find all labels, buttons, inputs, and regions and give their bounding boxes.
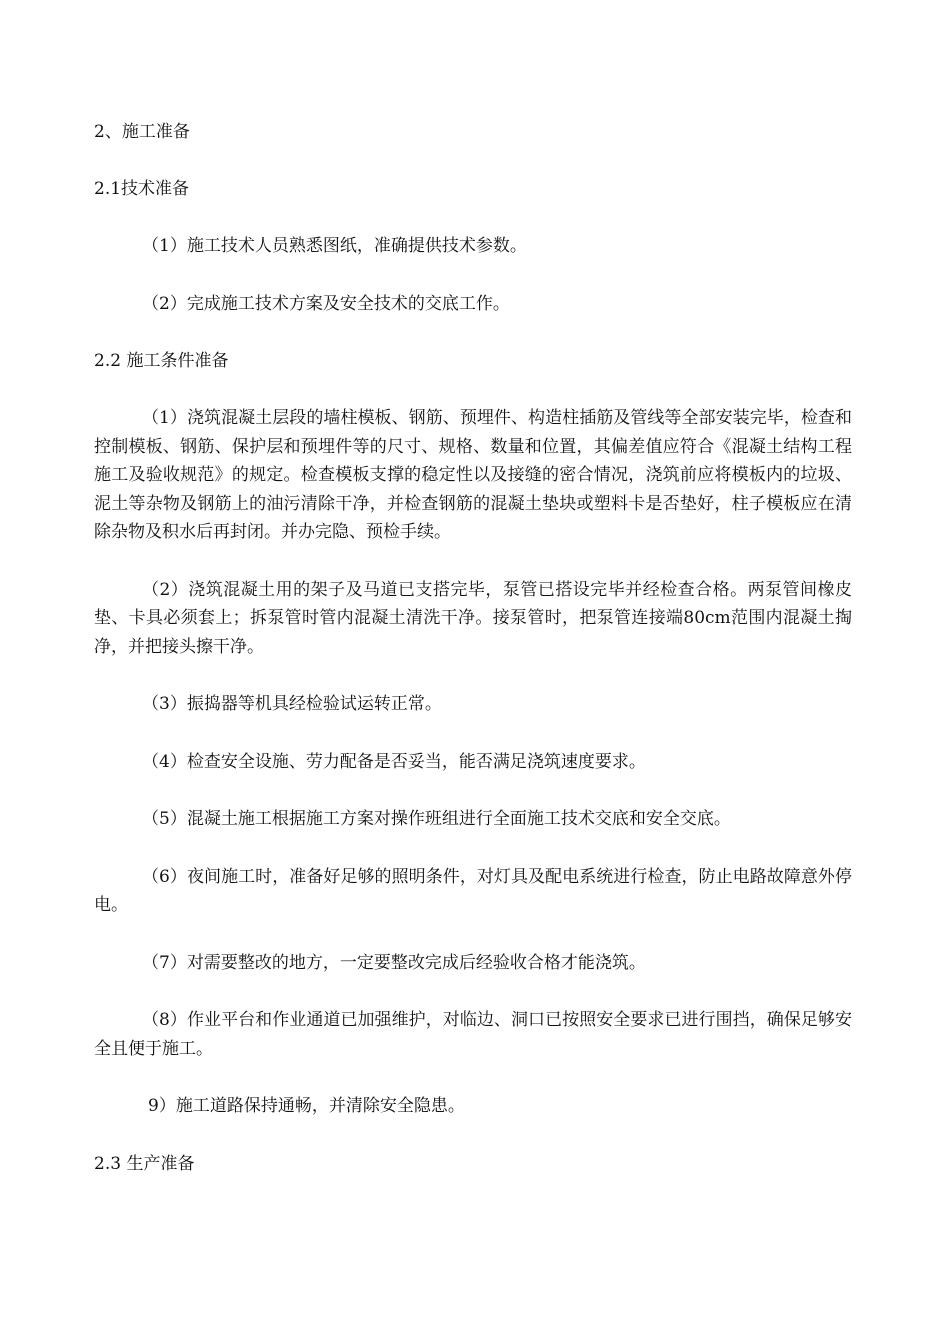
paragraph-conditions-8: （8）作业平台和作业通道已加强维护，对临边、洞口已按照安全要求已进行围挡，确保足够安全且便于施工。 [94, 1010, 852, 1059]
paragraph-conditions-2: （2）浇筑混凝土用的架子及马道已支搭完毕，泵管已搭设完毕并经检查合格。两泵管间橡皮垫、卡具必须套上；拆泵管时管内混凝土清洗干净。接泵管时，把泵管连接端80cm范围内混凝土掏净，并把接头擦干净。 [94, 579, 852, 657]
paragraph-conditions-5: （5）混凝土施工根据施工方案对操作班组进行全面施工技术交底和安全交底。 [142, 809, 731, 829]
paragraph-conditions-7: （7）对需要整改的地方，一定要整改完成后经验收合格才能浇筑。 [142, 952, 646, 973]
section-title: 2、施工准备 [94, 122, 190, 142]
subsection-title-technical: 2.1技术准备 [94, 179, 190, 199]
paragraph-technical-2: （2）完成施工技术方案及安全技术的交底工作。 [142, 293, 510, 314]
paragraph-conditions-4: （4）检查安全设施、劳力配备是否妥当，能否满足浇筑速度要求。 [142, 751, 646, 772]
paragraph-conditions-6: （6）夜间施工时，准备好足够的照明条件，对灯具及配电系统进行检查，防止电路故障意外停电。 [94, 866, 852, 915]
document-body [94, 118, 852, 1207]
paragraph-conditions-1: （1）浇筑混凝土层段的墙柱模板、钢筋、预埋件、构造柱插筋及管线等全部安装完毕，检查和控制模板、钢筋、保护层和预埋件等的尺寸、规格、数量和位置，其偏差值应符合《混凝土结构工程施工及验收规范》的规定。检查模板支撑的稳定性以及接缝的密合情况，浇筑前应将模板内的垃圾、泥土等杂物及钢筋上的油污清除干净，并检查钢筋的混凝土垫块或塑料卡是否垫好，柱子模板应在清除杂物及积水后再封闭。并办完隐、预检手续。 [94, 408, 852, 542]
subsection-title-conditions: 2.2 施工条件准备 [94, 351, 229, 371]
paragraph-conditions-9: 9）施工道路保持通畅，并清除安全隐患。 [148, 1096, 465, 1116]
paragraph-conditions-3: （3）振捣器等机具经检验试运转正常。 [142, 694, 442, 714]
paragraph-technical-1: （1）施工技术人员熟悉图纸，准确提供技术参数。 [142, 236, 527, 256]
subsection-title-production: 2.3 生产准备 [94, 1153, 195, 1174]
